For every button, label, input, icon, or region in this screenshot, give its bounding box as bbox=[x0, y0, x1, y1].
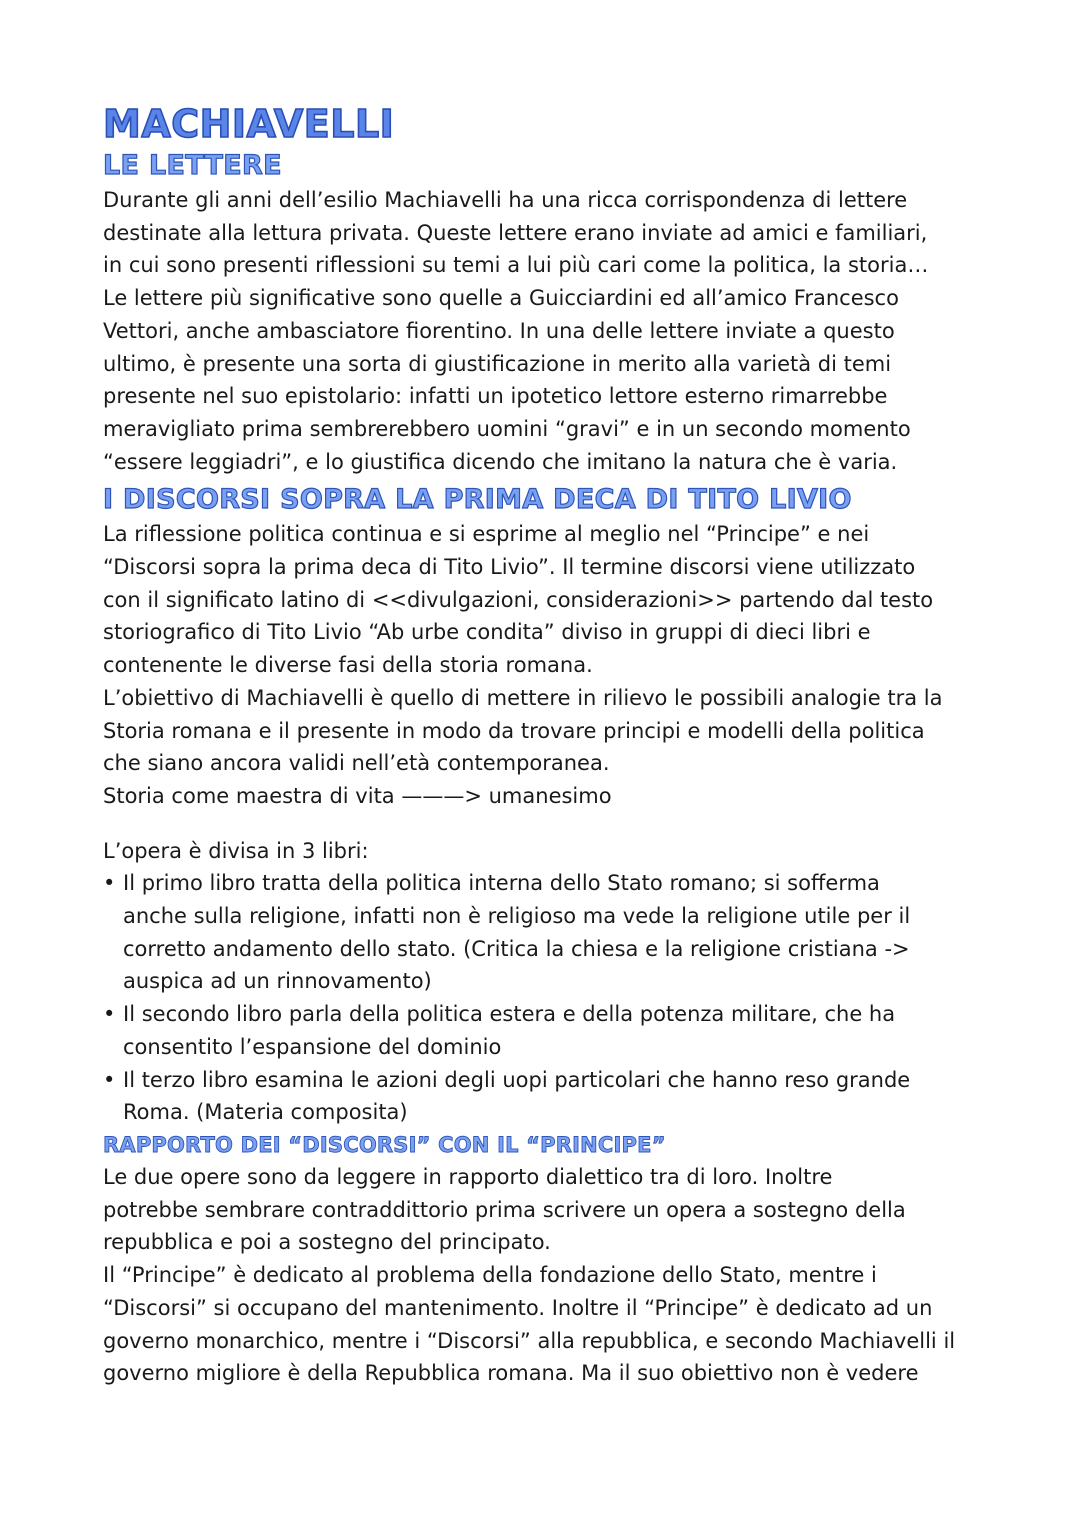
list-item-text: auspica ad un rinnovamento) bbox=[123, 969, 432, 994]
list-item-continuation bbox=[103, 965, 983, 998]
text-line: con il significato latino di <<divulgazioni, considerazioni>> partendo dal testo bbox=[103, 587, 934, 612]
text-line: potrebbe sembrare contraddittorio prima scrivere un opera a sostegno della bbox=[103, 1197, 906, 1222]
text-line: Vettori, anche ambasciatore fiorentino. In una delle lettere inviate a questo bbox=[103, 318, 895, 343]
list-item-continuation bbox=[103, 933, 983, 966]
text-line: presente nel suo epistolario: infatti un ipotetico lettore esterno rimarrebbe bbox=[103, 384, 888, 409]
text-line: Il “Principe” è dedicato al problema della fondazione dello Stato, mentre i bbox=[103, 1263, 877, 1288]
text-line: repubblica e poi a sostegno del principato. bbox=[103, 1230, 551, 1255]
page-title: MACHIAVELLI bbox=[103, 102, 395, 146]
list-item-continuation bbox=[103, 1031, 983, 1064]
text-line: Storia come maestra di vita ———> umanesimo bbox=[103, 783, 612, 808]
text-line: Durante gli anni dell’esilio Machiavelli ha una ricca corrispondenza di lettere bbox=[103, 188, 908, 212]
bullet-icon: • bbox=[103, 1067, 116, 1092]
document-page bbox=[103, 100, 983, 1390]
text-line: Le lettere più significative sono quelle a Guicciardini ed all’amico Francesco bbox=[103, 286, 899, 311]
section-body-rapporto bbox=[103, 1161, 983, 1390]
list-item-text: Roma. (Materia composita) bbox=[123, 1100, 408, 1125]
bullet-icon: • bbox=[103, 1002, 116, 1027]
text-line: ultimo, è presente una sorta di giustificazione in merito alla varietà di temi bbox=[103, 351, 892, 376]
text-line: che siano ancora validi nell’età contemporanea. bbox=[103, 751, 610, 776]
spacer bbox=[103, 813, 983, 835]
list-intro: L’opera è divisa in 3 libri: bbox=[103, 838, 369, 863]
list-item bbox=[103, 998, 983, 1031]
book-list bbox=[103, 867, 983, 1129]
section-heading-lettere: LE LETTERE bbox=[103, 150, 282, 181]
list-item-continuation bbox=[103, 1096, 983, 1129]
text-line: “essere leggiadri”, e lo giustifica dicendo che imitano la natura che è varia. bbox=[103, 449, 898, 474]
text-line: meravigliato prima sembrerebbero uomini “gravi” e in un secondo momento bbox=[103, 416, 911, 441]
list-item-continuation bbox=[103, 900, 983, 933]
list-item-text: corretto andamento dello stato. (Critica la chiesa e la religione cristiana -> bbox=[123, 936, 910, 961]
text-line: “Discorsi” si occupano del mantenimento. Inoltre il “Principe” è dedicato ad un bbox=[103, 1295, 933, 1320]
text-line: Le due opere sono da leggere in rapporto dialettico tra di loro. Inoltre bbox=[103, 1164, 833, 1189]
list-item-text: Il terzo libro esamina le azioni degli uopi particolari che hanno reso grande bbox=[123, 1067, 911, 1092]
section-heading-discorsi: I DISCORSI SOPRA LA PRIMA DECA DI TITO LIVIO bbox=[103, 484, 852, 516]
section-body-lettere bbox=[103, 184, 983, 478]
text-line: “Discorsi sopra la prima deca di Tito Livio”. Il termine discorsi viene utilizzato bbox=[103, 555, 916, 580]
list-item-text: anche sulla religione, infatti non è religioso ma vede la religione utile per il bbox=[123, 904, 911, 929]
list-item bbox=[103, 867, 983, 900]
list-item bbox=[103, 1064, 983, 1097]
text-line: L’obiettivo di Machiavelli è quello di mettere in rilievo le possibili analogie tra la bbox=[103, 685, 943, 710]
list-item-text: consentito l’espansione del dominio bbox=[123, 1034, 502, 1059]
text-line: La riflessione politica continua e si esprime al meglio nel “Principe” e nei bbox=[103, 522, 870, 547]
text-line: governo monarchico, mentre i “Discorsi” alla repubblica, e secondo Machiavelli il bbox=[103, 1328, 956, 1353]
list-item-text: Il primo libro tratta della politica interna dello Stato romano; si sofferma bbox=[123, 871, 880, 896]
text-line: storiografico di Tito Livio “Ab urbe condita” diviso in gruppi di dieci libri e bbox=[103, 620, 871, 645]
text-line: governo migliore è della Repubblica romana. Ma il suo obiettivo non è vedere bbox=[103, 1361, 919, 1386]
text-line: in cui sono presenti riflessioni su temi a lui più cari come la politica, la storia… bbox=[103, 253, 929, 278]
text-line: contenente le diverse fasi della storia romana. bbox=[103, 653, 593, 678]
bullet-icon: • bbox=[103, 871, 116, 896]
text-line: Storia romana e il presente in modo da trovare principi e modelli della politica bbox=[103, 718, 925, 743]
list-item-text: Il secondo libro parla della politica estera e della potenza militare, che ha bbox=[123, 1002, 896, 1027]
text-line: destinate alla lettura privata. Queste lettere erano inviate ad amici e familiari, bbox=[103, 220, 928, 245]
section-heading-rapporto: RAPPORTO DEI “DISCORSI” CON IL “PRINCIPE” bbox=[103, 1132, 666, 1157]
section-body-discorsi bbox=[103, 518, 983, 1129]
